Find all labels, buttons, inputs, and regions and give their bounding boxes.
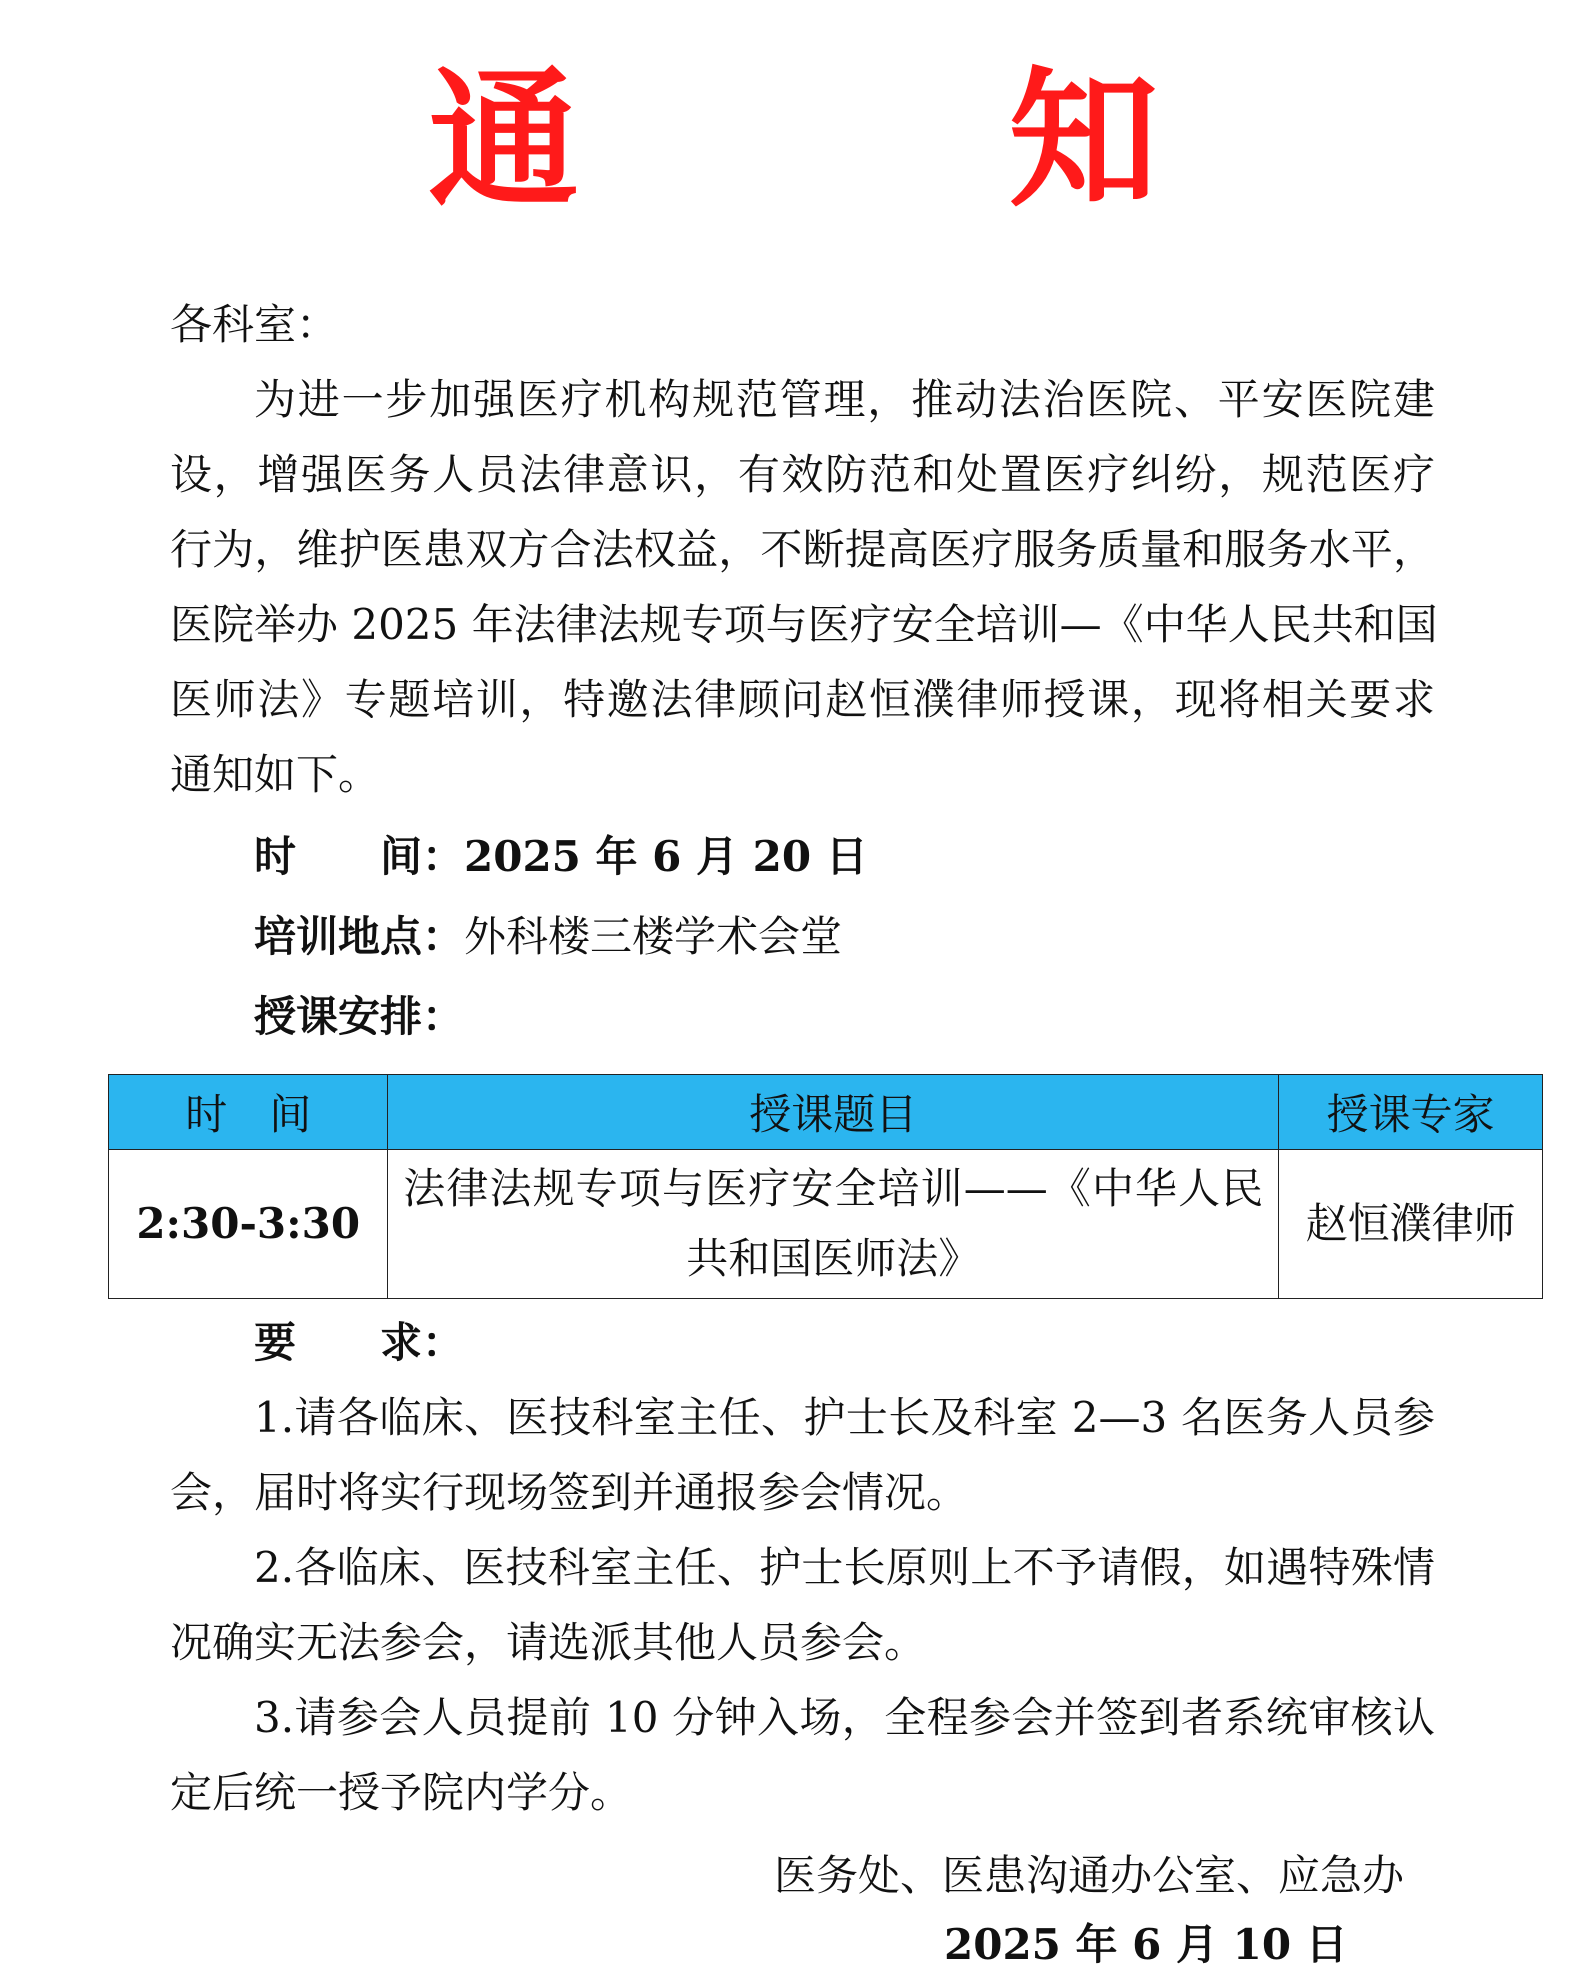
requirement-2-line-1: 2.各临床、医技科室主任、护士长原则上不予请假，如遇特殊情 xyxy=(254,1543,1435,1592)
requirement-2-line-2: 况确实无法参会，请选派其他人员参会。 xyxy=(170,1618,927,1667)
intro-line-4: 医院举办 2025 年法律法规专项与医疗安全培训—《中华人民共和国 xyxy=(170,600,1438,649)
requirement-1-line-2: 会，届时将实行现场签到并通报参会情况。 xyxy=(170,1468,969,1517)
requirement-1-line-1: 1.请各临床、医技科室主任、护士长及科室 2—3 名医务人员参 xyxy=(254,1393,1435,1442)
table-row xyxy=(109,1150,1543,1299)
header-time: 时 间 xyxy=(109,1075,388,1150)
header-expert: 授课专家 xyxy=(1279,1075,1543,1150)
row-time: 2:30-3:30 xyxy=(109,1150,388,1299)
salutation: 各科室： xyxy=(170,300,339,349)
time-value: 2025 年 6 月 20 日 xyxy=(464,832,868,881)
row-expert: 赵恒濮律师 xyxy=(1279,1150,1543,1299)
intro-line-6: 通知如下。 xyxy=(170,750,381,799)
schedule-heading: 授课安排： xyxy=(254,992,465,1041)
requirement-3-line-1: 3.请参会人员提前 10 分钟入场，全程参会并签到者系统审核认 xyxy=(254,1693,1435,1742)
row-topic-line2: 共和国医师法》 xyxy=(686,1234,981,1283)
intro-line-3: 行为，维护医患双方合法权益，不断提高医疗服务质量和服务水平， xyxy=(170,525,1435,574)
signature-date: 2025 年 6 月 10 日 xyxy=(944,1920,1348,1969)
notice-title: 通 知 xyxy=(428,52,1299,228)
location-row xyxy=(254,912,1435,962)
requirements-heading: 要 求： xyxy=(254,1318,465,1367)
location-value: 外科楼三楼学术会堂 xyxy=(464,912,843,961)
location-label: 培训地点： xyxy=(254,912,465,961)
signature-issuer: 医务处、医患沟通办公室、应急办 xyxy=(774,1851,1405,1900)
intro-line-1: 为进一步加强医疗机构规范管理，推动法治医院、平安医院建 xyxy=(254,375,1435,424)
intro-line-2: 设，增强医务人员法律意识，有效防范和处置医疗纠纷，规范医疗 xyxy=(170,450,1435,499)
time-row xyxy=(254,832,1435,882)
schedule-table xyxy=(108,1074,1543,1299)
requirement-3-line-2: 定后统一授予院内学分。 xyxy=(170,1768,633,1817)
intro-line-5: 医师法》专题培训，特邀法律顾问赵恒濮律师授课，现将相关要求 xyxy=(170,675,1435,724)
header-topic: 授课题目 xyxy=(388,1075,1279,1150)
time-label: 时 间： xyxy=(254,832,465,881)
table-header-row xyxy=(109,1075,1543,1150)
row-topic xyxy=(388,1150,1279,1299)
row-topic-line1: 法律法规专项与医疗安全培训——《中华人民 xyxy=(403,1164,1264,1213)
